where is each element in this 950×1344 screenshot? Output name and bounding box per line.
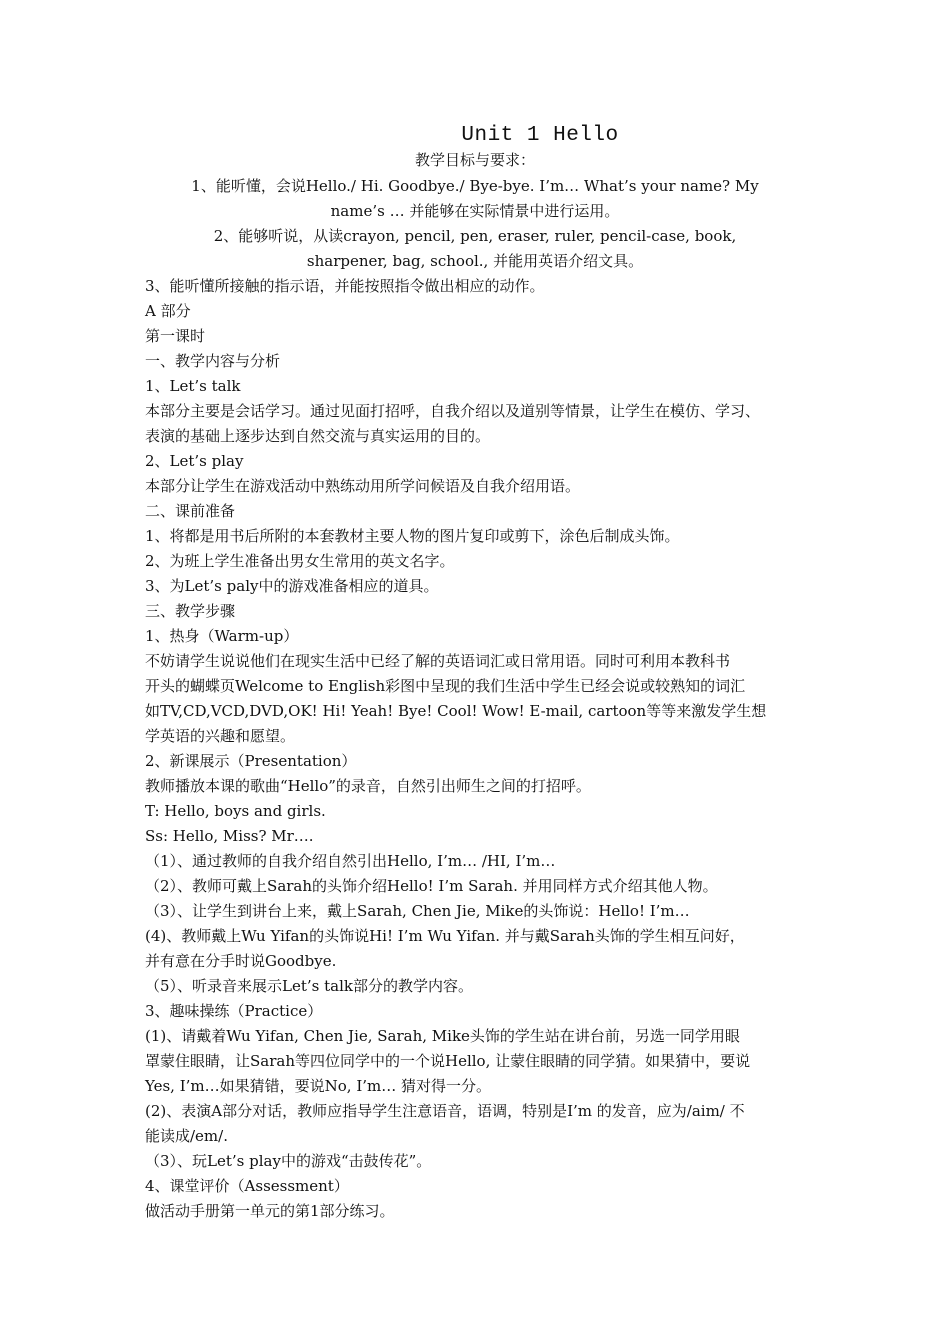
- objectives-heading: 教学目标与要求：: [414, 151, 535, 169]
- body-line: (4)、教师戴上Wu Yifan的头饰说Hi! I’m Wu Yifan. 并与戴Sarah头饰的学生相互问好，: [145, 927, 745, 945]
- body-line: T: Hello, boys and girls.: [145, 802, 326, 820]
- body-line: 表演的基础上逐步达到自然交流与真实运用的目的。: [145, 427, 491, 445]
- body-line: 做活动手册第一单元的第1部分练习。: [145, 1202, 395, 1220]
- body-line: 1、将都是用书后所附的本套教材主要人物的图片复印或剪下，涂色后制成头饰。: [145, 527, 680, 545]
- body-line: Yes, I’m…如果猜错，要说No, I’m… 猜对得一分。: [145, 1077, 492, 1095]
- body-line: A 部分: [145, 302, 191, 320]
- body-line: 二、课前准备: [145, 502, 236, 520]
- body-line: (1)、请戴着Wu Yifan, Chen Jie, Sarah, Mike头饰的学生站在讲台前，另选一同学用眼: [145, 1027, 740, 1045]
- objective-2-line-1: 2、能够听说，从读crayon, pencil, pen, eraser, ruler, pencil-case, book,: [213, 227, 737, 245]
- body-line: 不妨请学生说说他们在现实生活中已经了解的英语词汇或日常用语。同时可利用本教科书: [145, 652, 731, 670]
- body-line: 1、热身（Warm-up）: [145, 627, 299, 645]
- body-line: 能读成/em/.: [145, 1127, 228, 1145]
- body-line: 3、为Let’s paly中的游戏准备相应的道具。: [145, 577, 439, 595]
- body-line: 3、能听懂所接触的指示语，并能按照指令做出相应的动作。: [145, 277, 545, 295]
- body-line: 第一课时: [145, 327, 206, 345]
- body-line: (2)、表演A部分对话，教师应指导学生注意语音，语调，特别是I’m 的发音，应为/aim/ 不: [145, 1102, 745, 1120]
- objective-1-line-2: name’s … 并能够在实际情景中进行运用。: [330, 202, 620, 220]
- body-line: 开头的蝴蝶页Welcome to English彩图中呈现的我们生活中学生已经会说或较熟知的词汇: [145, 677, 746, 695]
- body-line: （3）、玩Let’s play中的游戏“击鼓传花”。: [145, 1152, 432, 1170]
- body-line: 学英语的兴趣和愿望。: [145, 727, 296, 745]
- body-line: （2）、教师可戴上Sarah的头饰介绍Hello! I’m Sarah. 并用同样方式介绍其他人物。: [145, 877, 718, 895]
- body-line: 本部分让学生在游戏活动中熟练动用所学问候语及自我介绍用语。: [145, 477, 581, 495]
- body-line: 2、为班上学生准备出男女生常用的英文名字。: [145, 552, 455, 570]
- body-line: 2、新课展示（Presentation）: [145, 752, 357, 770]
- body-line: 1、Let’s talk: [145, 377, 241, 395]
- body-line: 罩蒙住眼睛，让Sarah等四位同学中的一个说Hello, 让蒙住眼睛的同学猜。如果猜中，要说: [145, 1052, 751, 1070]
- objective-2-line-2: sharpener, bag, school., 并能用英语介绍文具。: [306, 252, 644, 270]
- document-body: [145, 274, 820, 1224]
- body-line: 3、趣味操练（Practice）: [145, 1002, 323, 1020]
- body-line: 如TV,CD,VCD,DVD,OK! Hi! Yeah! Bye! Cool! Wow! E-mail, cartoon等等来激发学生想: [145, 702, 767, 720]
- body-line: Ss: Hello, Miss? Mr….: [145, 827, 314, 845]
- body-line: 并有意在分手时说Goodbye.: [145, 952, 337, 970]
- body-line: （5）、听录音来展示Let’s talk部分的教学内容。: [145, 977, 474, 995]
- body-line: 4、课堂评价（Assessment）: [145, 1177, 349, 1195]
- document-title: Unit 1 Hello: [461, 124, 619, 147]
- objective-1-line-1: 1、能听懂，会说Hello./ Hi. Goodbye./ Bye-bye. I’m… What’s your name? My: [191, 177, 759, 195]
- body-line: （3）、让学生到讲台上来，戴上Sarah, Chen Jie, Mike的头饰说：Hello! I’m…: [145, 902, 690, 920]
- body-line: （1）、通过教师的自我介绍自然引出Hello, I’m… /HI, I’m…: [145, 852, 556, 870]
- body-line: 2、Let’s play: [145, 452, 244, 470]
- body-line: 教师播放本课的歌曲“Hello”的录音，自然引出师生之间的打招呼。: [145, 777, 591, 795]
- body-line: 一、教学内容与分析: [145, 352, 281, 370]
- body-line: 三、教学步骤: [145, 602, 236, 620]
- body-line: 本部分主要是会话学习。通过见面打招呼，自我介绍以及道别等情景，让学生在模仿、学习、: [145, 402, 761, 420]
